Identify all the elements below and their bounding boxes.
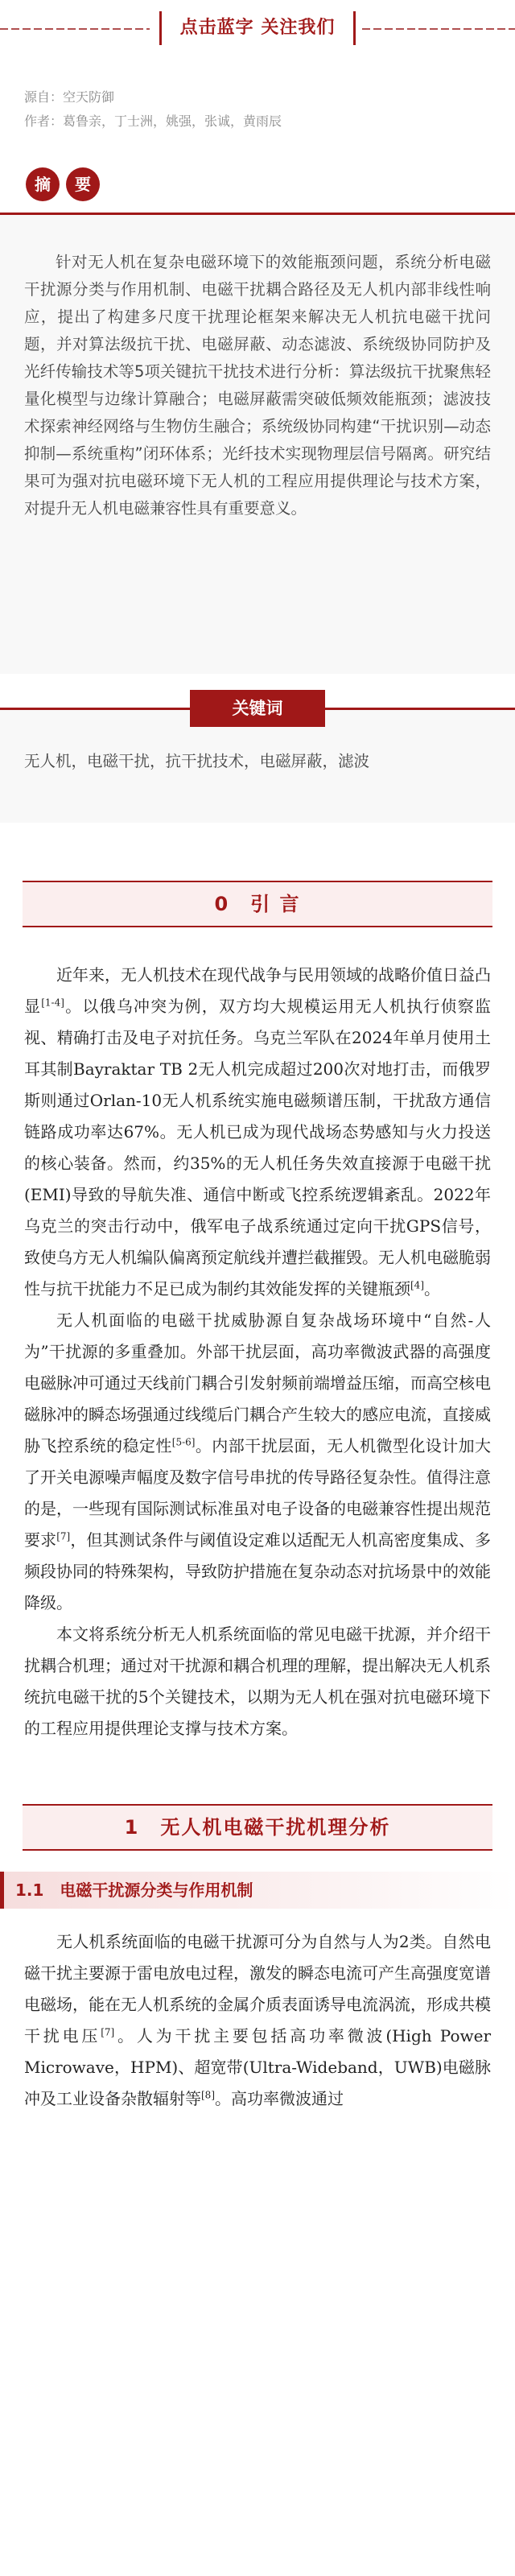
source-line: 源自：空天防御: [24, 89, 115, 105]
citation[interactable]: [1-4]: [41, 997, 64, 1009]
keywords-rule: [0, 699, 515, 718]
citation[interactable]: [4]: [410, 1279, 424, 1291]
barbed-wire-left: [0, 27, 150, 31]
paragraph: 本文将系统分析无人机系统面临的常见电磁干扰源，并介绍干扰耦合机理；通过对干扰源和耦合机理的理解，提出解决无人机系统抗电磁干扰的5个关键技术，以期为无人机在强对抗电磁环境下的工程应用提供理论支撑与技术方案。: [24, 1624, 491, 1738]
follow-us-banner[interactable]: 点击蓝字 关注我们: [159, 11, 356, 45]
paragraph: 无人机面临的电磁干扰威胁源自复杂战场环境中“自然-人为”干扰源的多重叠加。外部干扰层面，高功率微波武器的高强度电磁脉冲可通过天线前门耦合引发射频前端增益压缩，而高空核电磁脉冲的瞬态场强通过线缆后门耦合产生较大的感应电流，直接威胁飞控系统的稳定性[5-6]。内部干扰层面，无人机微型化设计加大了开关电源噪声幅度及数字信号串扰的传导路径复杂性。值得注意的是，一些现有国际测试标准虽对电子设备的电磁兼容性提出规范要求[7]，但其测试条件与阈值设定难以适配无人机高密度集成、多频段协同的特殊架构，导致防护措施在复杂动态对抗场景中的效能降级。: [24, 1311, 492, 1612]
paragraph: 近年来，无人机技术在现代战争与民用领域的战略价值日益凸显[1-4]。以俄乌冲突为例，双方均大规模运用无人机执行侦察监视、精确打击及电子对抗任务。乌克兰军队在2024年单月使用土耳其制Bayraktar TB 2无人机完成超过200次对地打击，而俄罗斯则通过Orlan-10无人机系统实施电磁频谱压制，干扰敌方通信链路成功率达67%。无人机已成为现代战场态势感知与火力投送的核心装备。然而，约35%的无人机任务失效直接源于电磁干扰(EMI)导致的导航失准、通信中断或飞控系统逻辑紊乱。2022年乌克兰的突击行动中，俄军电子战系统通过定向干扰GPS信号，致使乌方无人机编队偏离预定航线并遭拦截摧毁。无人机电磁脆弱性与抗干扰能力不足已成为制约其效能发挥的关键瓶颈[4]。: [24, 965, 492, 1298]
section-0-heading: 0 引 言: [23, 881, 492, 927]
abstract-badge-1: 摘: [26, 167, 60, 201]
keywords-body: [0, 710, 515, 823]
paragraph: 无人机系统面临的电磁干扰源可分为自然与人为2类。自然电磁干扰主要源于雷电放电过程，激发的瞬态电流可产生高强度宽谱电磁场，能在无人机系统的金属介质表面诱导电流涡流，形成共模干扰电压[7]。人为干扰主要包括高功率微波(High Power Microwave，HPM)、超宽带(Ultra-Wideband，UWB)电磁脉冲及工业设备杂散辐射等[8]。高功率微波通过: [24, 1932, 492, 2108]
keywords-label: 关键词: [190, 690, 325, 727]
citation[interactable]: [8]: [201, 2089, 215, 2101]
article-meta: [0, 58, 515, 134]
section-1-body: [0, 1926, 515, 2115]
barbed-wire-right: [362, 27, 515, 31]
abstract-body: [0, 215, 515, 674]
authors-line: 作者：葛鲁亲，丁士洲，姚强，张诚，黄雨辰: [24, 114, 282, 129]
citation[interactable]: [7]: [56, 1530, 71, 1542]
section-1-heading: 1 无人机电磁干扰机理分析: [23, 1804, 492, 1851]
abstract-text: 针对无人机在复杂电磁环境下的效能瓶颈问题，系统分析电磁干扰源分类与作用机制、电磁干扰耦合路径及无人机内部非线性响应，提出了构建多尺度干扰理论框架来解决无人机抗电磁干扰问题，并对算法级抗干扰、电磁屏蔽、动态滤波、系统级协同防护及光纤传输技术等5项关键抗干扰技术进行分析：算法级抗干扰聚焦轻量化模型与边缘计算融合；电磁屏蔽需突破低频效能瓶颈；滤波技术探索神经网络与生物仿生融合；系统级协同构建“干扰识别—动态抑制—系统重构”闭环体系；光纤技术实现物理层信号隔离。研究结果可为强对抗电磁环境下无人机的工程应用提供理论与技术方案，对提升无人机电磁兼容性具有重要意义。: [24, 253, 491, 518]
citation[interactable]: [7]: [101, 2026, 115, 2038]
citation[interactable]: [5-6]: [171, 1436, 196, 1448]
subsection-1-1-heading: 1.1 电磁干扰源分类与作用机制: [0, 1872, 515, 1909]
header-banner: [0, 0, 515, 58]
section-0-body: [0, 960, 515, 1744]
abstract-badge-2: 要: [66, 167, 100, 201]
abstract-heading: [0, 166, 515, 203]
keywords-text: 无人机，电磁干扰，抗干扰技术，电磁屏蔽，滤波: [24, 752, 370, 770]
